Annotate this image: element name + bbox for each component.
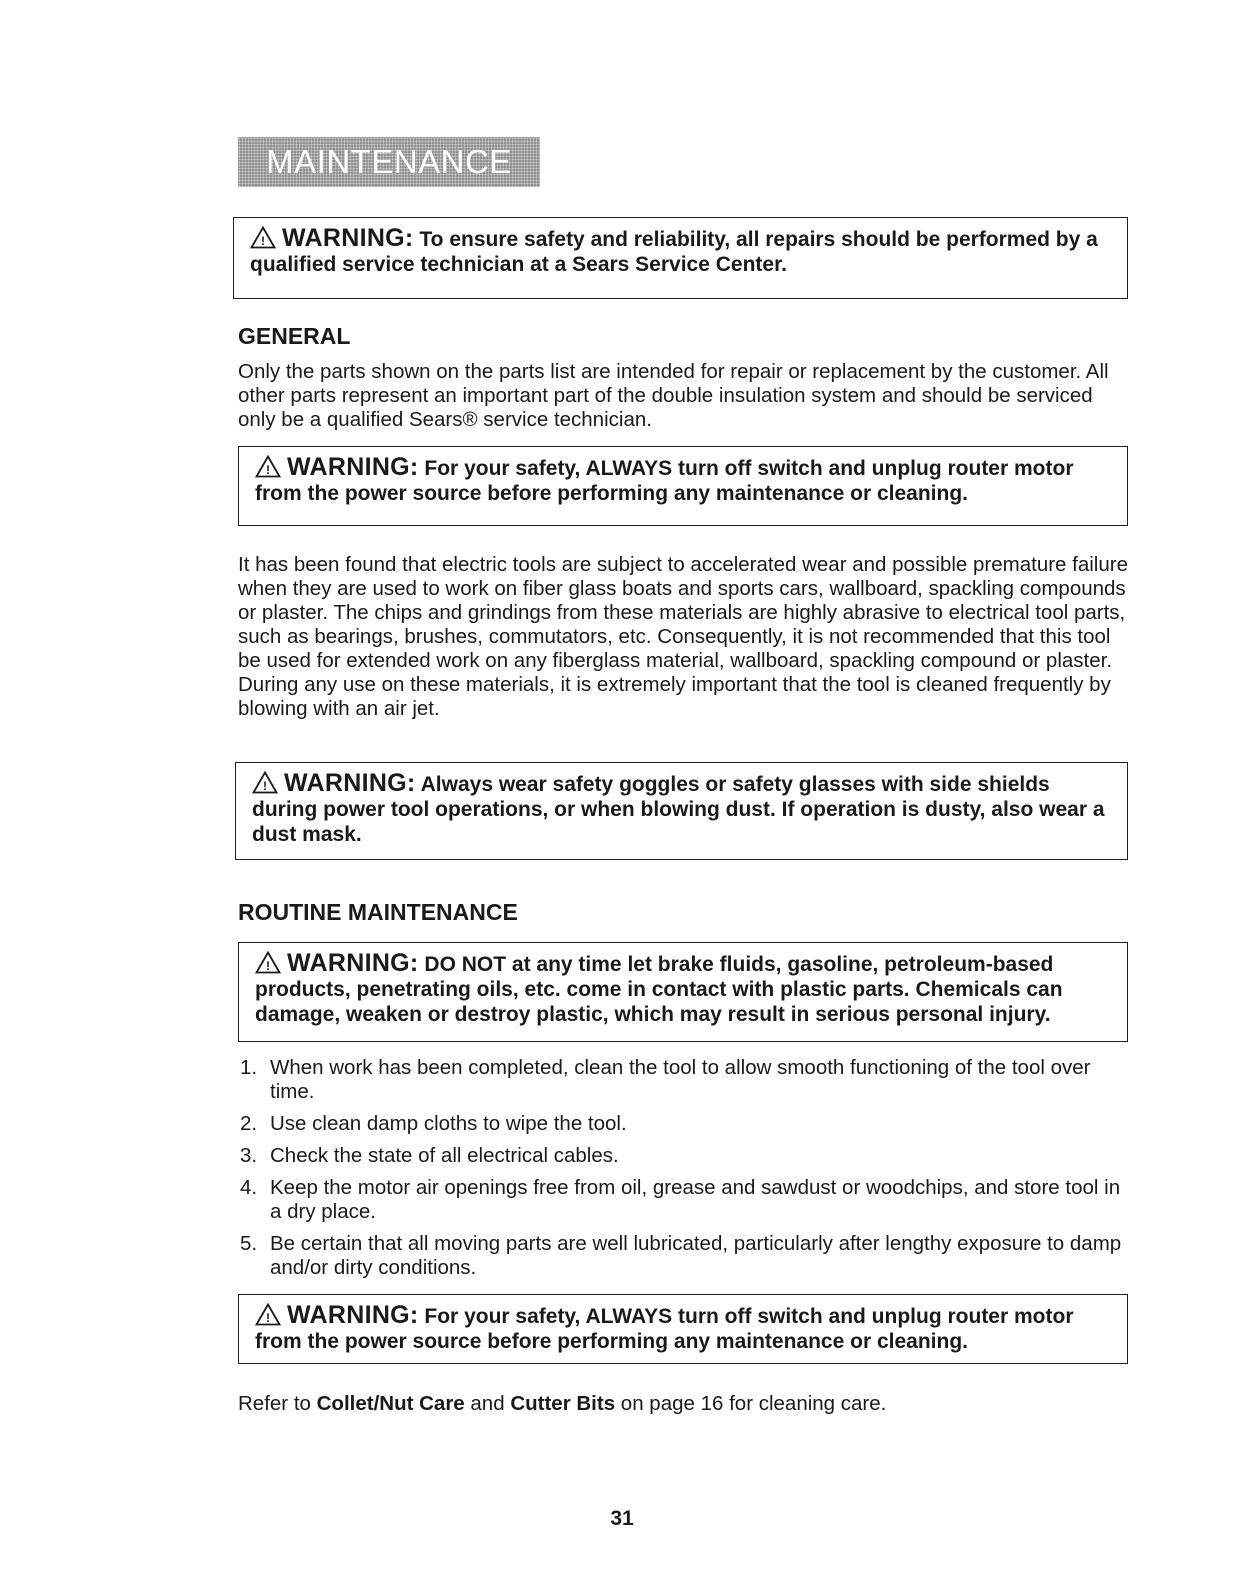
step-text: Use clean damp cloths to wipe the tool. <box>270 1112 627 1135</box>
refer-mid: and <box>464 1392 511 1415</box>
warning-label: WARNING: <box>287 453 419 481</box>
general-paragraph: Only the parts shown on the parts list are intended for repair or replacement by the customer. All other parts represent an important part of the double insulation system and should be serviced only be a qualified Sears® service technician. <box>238 360 1109 431</box>
step-number: 4. <box>240 1176 258 1199</box>
general-heading: GENERAL <box>238 323 351 349</box>
cutter-bits-link: Cutter Bits <box>510 1392 616 1415</box>
warning-text: Always wear safety goggles or safety glasses with side shields during power tool operations, or when blowing dust. If operation is dusty, also wear a dust mask. <box>252 773 1105 846</box>
warning-box-unplug <box>238 446 1128 526</box>
step-number: 2. <box>240 1112 258 1135</box>
svg-text:!: ! <box>261 234 265 248</box>
warning-box-goggles <box>235 762 1128 860</box>
warning-label: WARNING: <box>287 1301 419 1329</box>
warning-text: For your safety, ALWAYS turn off switch and unplug router motor from the power source before performing any maintenance or cleaning. <box>255 1305 1074 1353</box>
step-text: When work has been completed, clean the tool to allow smooth functioning of the tool over time. <box>270 1056 1091 1103</box>
svg-text:!: ! <box>266 463 270 477</box>
refer-suffix: on page 16 for cleaning care. <box>615 1392 887 1415</box>
abrasive-paragraph: It has been found that electric tools are subject to accelerated wear and possible premature failure when they are used to work on fiber glass boats and sports cars, wallboard, spackling compounds or plaster. The chips and grindings from these materials are highly abrasive to electrical tool parts, such as bearings, brushes, commutators, etc. Consequently, it is not recommended that this tool be used for extended work on any fiberglass material, wallboard, spackling compound or plaster. During any use on these materials, it is extremely important that the tool is cleaned frequently by blowing with an air jet. <box>238 553 1128 720</box>
warning-box-repairs <box>233 217 1128 299</box>
warning-triangle-icon <box>252 771 278 794</box>
warning-label: WARNING: <box>282 224 414 252</box>
list-item <box>238 1144 1128 1168</box>
warning-text: DO NOT at any time let brake fluids, gasoline, petroleum-based products, penetrating oils, etc. come in contact with plastic parts. Chemicals can damage, weaken or destroy plastic, which may result in serious personal injury. <box>255 953 1063 1026</box>
warning-label: WARNING: <box>287 949 419 977</box>
warning-triangle-icon <box>255 1303 281 1326</box>
list-item <box>238 1056 1128 1104</box>
list-item <box>238 1232 1128 1280</box>
refer-paragraph <box>238 1392 1128 1416</box>
section-title-banner <box>238 137 540 187</box>
step-text: Check the state of all electrical cables. <box>270 1144 619 1167</box>
svg-text:!: ! <box>263 779 267 793</box>
list-item <box>238 1176 1128 1224</box>
warning-triangle-icon <box>255 951 281 974</box>
svg-text:!: ! <box>266 1311 270 1325</box>
list-item <box>238 1112 1128 1136</box>
refer-prefix: Refer to <box>238 1392 317 1415</box>
svg-text:!: ! <box>266 959 270 973</box>
warning-triangle-icon <box>255 455 281 478</box>
step-number: 1. <box>240 1056 258 1079</box>
step-number: 3. <box>240 1144 258 1167</box>
warning-box-unplug-repeat <box>238 1294 1128 1364</box>
step-number: 5. <box>240 1232 258 1255</box>
routine-heading: ROUTINE MAINTENANCE <box>238 899 518 925</box>
collet-nut-care-link: Collet/Nut Care <box>316 1392 465 1415</box>
warning-text: For your safety, ALWAYS turn off switch and unplug router motor from the power source before performing any maintenance or cleaning. <box>255 457 1074 505</box>
warning-box-chemicals <box>238 942 1128 1042</box>
page-number: 31 <box>610 1507 634 1530</box>
step-text: Be certain that all moving parts are well lubricated, particularly after lengthy exposure to damp and/or dirty conditions. <box>270 1232 1122 1279</box>
warning-triangle-icon <box>250 226 276 249</box>
warning-text: To ensure safety and reliability, all repairs should be performed by a qualified service technician at a Sears Service Center. <box>250 228 1098 276</box>
step-text: Keep the motor air openings free from oil, grease and sawdust or woodchips, and store tool in a dry place. <box>270 1176 1121 1223</box>
routine-steps-list <box>238 1056 1128 1288</box>
section-title: MAINTENANCE <box>266 143 512 180</box>
warning-label: WARNING: <box>284 769 416 797</box>
